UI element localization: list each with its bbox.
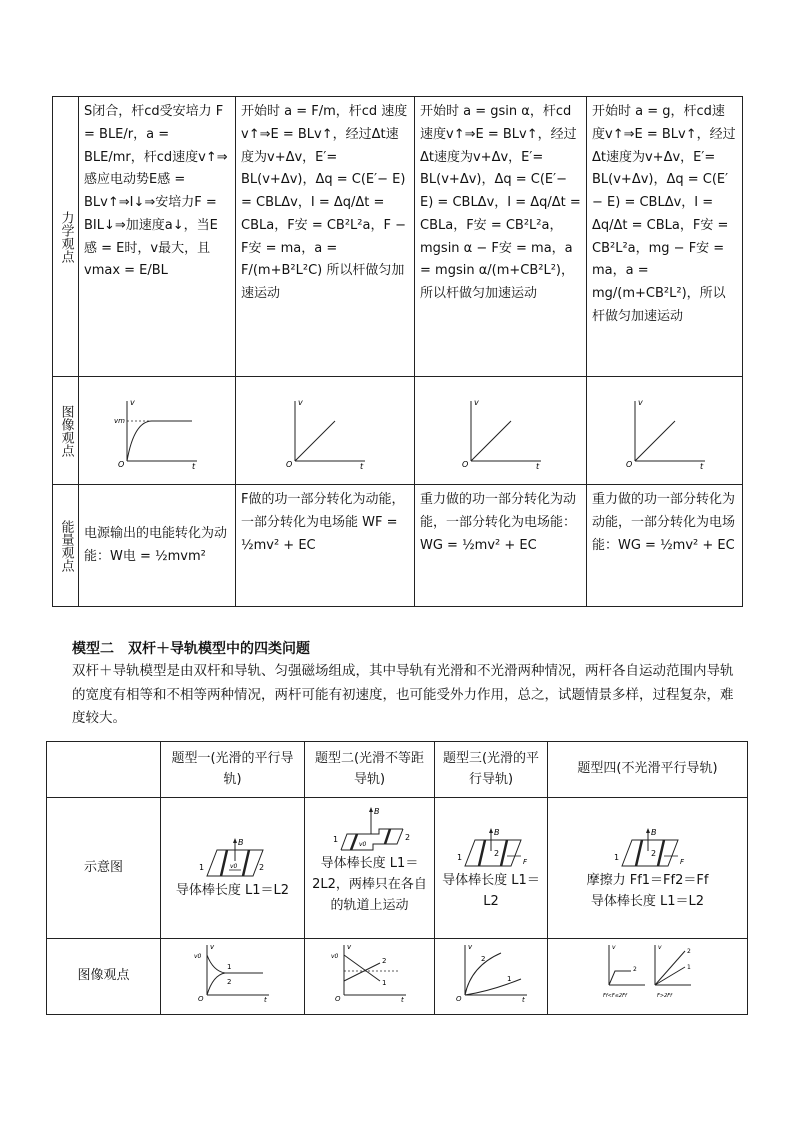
graph2-cell-2 [305, 939, 435, 1015]
mechanics-cell-4: 开始时 a = g，杆cd速度v↑⇒E = BLv↑，经过Δt速度为v+Δv，E′= BL(v+Δv)，Δq = C(E′− E) = CBLΔv，I = Δq/Δt = CBLa，F安 = CB²L²a，mg − F安 = ma，a = mg/(m+CB²L²)，所以杆做匀加速运动 [587, 97, 743, 377]
origin-label: O [197, 995, 204, 1003]
rails-bottom [341, 829, 403, 850]
axis-label-v: v [130, 397, 135, 407]
vm-label: vm [114, 416, 125, 425]
origin-label: O [118, 459, 125, 469]
v0-label: v0 [229, 863, 237, 871]
rails [622, 840, 678, 866]
header-type-2: 题型二(光滑不等距导轨) [305, 742, 435, 798]
rod-2 [658, 840, 664, 866]
subgraph-2 [655, 944, 691, 999]
axis-label-v: v [468, 943, 473, 951]
origin-label: O [625, 459, 632, 469]
graph-cell-2 [236, 377, 415, 485]
rod-label-1: 1 [613, 852, 619, 862]
vt-graph-type-3 [451, 941, 531, 1003]
axis-label-v: v [473, 397, 479, 407]
graph2-cell-3 [435, 939, 548, 1015]
b-label: B [494, 827, 500, 837]
energy-cell-4: 重力做的功一部分转化为动能，一部分转化为电场能：WG = ½mv² + EC [587, 485, 743, 607]
table-row-mechanics [53, 97, 743, 377]
rod-label-2: 2 [494, 848, 500, 858]
vt-graph-type-1 [193, 941, 273, 1003]
vt-graph-type-2 [330, 941, 410, 1003]
rod-2 [385, 829, 390, 844]
graph2-cell-1 [161, 939, 305, 1015]
line-1 [655, 967, 685, 985]
energy-cell-1: 电源输出的电能转化为动能：W电 = ½mvm² [79, 485, 236, 607]
axis-label-v: v [657, 944, 662, 951]
table-row-graphs [47, 939, 748, 1015]
caption-type-4: 摩擦力 Ff1＝Ff2＝Ff 导体棒长度 L1＝L2 [586, 872, 709, 909]
curve-label-2: 2 [226, 978, 231, 986]
origin-label: O [334, 995, 341, 1003]
table-double-rod-models [46, 741, 748, 1015]
b-label: B [650, 827, 656, 837]
schematic-parallel-rails [193, 836, 273, 881]
rod-2 [501, 840, 507, 866]
curve-2 [207, 973, 225, 995]
schematic-rough-rails [608, 826, 688, 871]
axis-label-v: v [346, 943, 351, 951]
line [295, 421, 335, 461]
line-2 [344, 963, 380, 981]
schematic-cell-1 [161, 798, 305, 939]
table-row-energy [53, 485, 743, 607]
curve [609, 971, 631, 985]
curve-label-2: 2 [686, 948, 691, 955]
rod-label-2: 2 [258, 863, 264, 873]
v0-label: v0 [193, 953, 201, 960]
axis-label-v: v [298, 397, 303, 407]
graph-cell-3 [415, 377, 587, 485]
line-2 [655, 951, 685, 985]
rod-2 [243, 850, 249, 876]
curve-label-2: 2 [381, 957, 386, 965]
row-label-graph: 图像观点 [53, 377, 79, 485]
line [635, 421, 675, 461]
vt-graph-saturating [112, 396, 202, 471]
axis-label-t: t [535, 461, 539, 471]
line [471, 421, 511, 461]
schematic-cell-4 [548, 798, 748, 939]
axis-label-t: t [192, 461, 196, 471]
graph-cell-1 [79, 377, 236, 485]
rod-label-1: 1 [457, 852, 463, 862]
rod-label-1: 1 [198, 863, 204, 873]
curve-1 [207, 955, 263, 973]
mechanics-cell-2: 开始时 a = F/m，杆cd 速度v↑⇒E = BLv↑，经过Δt速度为v+Δv，E′= BL(v+Δv)，Δq = C(E′− E) = CBLΔv，I = Δq/Δt = CBLa，F安 = CB²L²a，F − F安 = ma，a = F/(m+B²L²C) 所以杆做匀加速运动 [236, 97, 415, 377]
axis-label-t: t [400, 996, 404, 1004]
cond-2: F>2Ff [656, 993, 672, 999]
rails [465, 840, 521, 866]
axis-label-t: t [360, 461, 364, 471]
f-label: F [523, 857, 528, 866]
table-row-schematic [47, 798, 748, 939]
graph2-cell-4 [548, 939, 748, 1015]
row-label-energy: 能量观点 [53, 485, 79, 607]
schematic-cell-3 [435, 798, 548, 939]
axis-label-t: t [699, 461, 703, 471]
caption-type-3: 导体棒长度 L1＝L2 [442, 872, 540, 909]
curve-1 [465, 979, 521, 995]
curve-label-1: 1 [226, 963, 231, 971]
section-intro: 双杆＋导轨模型是由双杆和导轨、匀强磁场组成，其中导轨有光滑和不光滑两种情况，两杆各自运动范围内导轨的宽度有相等和不相等两种情况，两杆可能有初速度，也可能受外力作用，总之，试题情景多样，过程复杂，难度较大。 [72, 663, 734, 727]
line-1 [344, 955, 380, 981]
table-row-graph [53, 377, 743, 485]
vt-graph-linear [280, 396, 370, 471]
v0-label: v0 [330, 953, 338, 960]
mechanics-cell-1: S闭合，杆cd受安培力 F = BLE/r，a = BLE/mr，杆cd速度v↑⇒感应电动势E感 = BLv↑⇒I↓⇒安培力F = BIL↓⇒加速度a↓，当E感 = E时，v最大，且vmax = E/BL [79, 97, 236, 377]
header-empty [47, 742, 161, 798]
rod-label-1: 1 [332, 835, 338, 844]
mechanics-cell-3: 开始时 a = gsin α，杆cd速度v↑⇒E = BLv↑，经过Δt速度为v+Δv，E′= BL(v+Δv)，Δq = C(E′− E) = CBLΔv，I = Δq/Δt = CBLa，F安 = CB²L²a，mgsin α − F安 = ma，a = mgsin α/(m+CB²L²)，所以杆做匀加速运动 [415, 97, 587, 377]
axis-label-v: v [209, 943, 214, 951]
rod-label-2: 2 [650, 848, 656, 858]
rod-1 [351, 834, 357, 850]
energy-cell-2: F做的功一部分转化为动能，一部分转化为电场能 WF = ½mv² + EC [236, 485, 415, 607]
caption-type-2: 导体棒长度 L1＝2L2，两棒只在各自的轨道上运动 [312, 856, 427, 913]
rod-1 [636, 840, 642, 866]
schematic-unequal-rails [325, 804, 415, 854]
axis-label-v: v [611, 944, 616, 951]
rod-1 [221, 850, 227, 876]
origin-label: O [456, 995, 462, 1003]
curve [127, 421, 192, 461]
axis-label-t: t [263, 996, 267, 1004]
cond-1: Ff<F≤2Ff [602, 993, 627, 999]
caption-type-1: 导体棒长度 L1＝L2 [175, 883, 290, 899]
schematic-parallel-rails-force [451, 826, 531, 871]
v0-label: v0 [358, 841, 366, 848]
curve-label-1: 1 [686, 964, 691, 971]
header-type-1: 题型一(光滑的平行导轨) [161, 742, 305, 798]
vt-graph-linear [456, 396, 546, 471]
b-label: B [237, 838, 243, 848]
row-label-graphs: 图像观点 [47, 939, 161, 1015]
origin-label: O [461, 459, 468, 469]
section-title: 模型二 双杆＋导轨模型中的四类问题 [72, 641, 310, 657]
origin-label: O [286, 459, 293, 469]
schematic-cell-2 [305, 798, 435, 939]
rails-top [341, 829, 403, 850]
curve-label-1: 1 [381, 979, 386, 987]
rod-label-2: 2 [404, 833, 410, 842]
axis-label-t: t [522, 996, 525, 1004]
rod-1 [479, 840, 485, 866]
row-label-schematic: 示意图 [47, 798, 161, 939]
header-type-3: 题型三(光滑的平行导轨) [435, 742, 548, 798]
curve-label-1: 1 [507, 975, 512, 983]
table-header-row [47, 742, 748, 798]
header-type-4: 题型四(不光滑平行导轨) [548, 742, 748, 798]
graph-cell-4 [587, 377, 743, 485]
table-capacitor-models [52, 96, 743, 607]
vt-graph-linear [620, 396, 710, 471]
axis-label-v: v [637, 397, 643, 407]
energy-cell-3: 重力做的功一部分转化为动能，一部分转化为电场能：WG = ½mv² + EC [415, 485, 587, 607]
subgraph-1 [603, 944, 645, 999]
row-label-mechanics: 力学观点 [53, 97, 79, 377]
curve-label-2: 2 [632, 966, 637, 973]
vt-graph-type-4 [601, 941, 695, 1003]
f-label: F [679, 857, 684, 866]
curve-label-2: 2 [481, 955, 486, 963]
b-label: B [373, 807, 379, 816]
